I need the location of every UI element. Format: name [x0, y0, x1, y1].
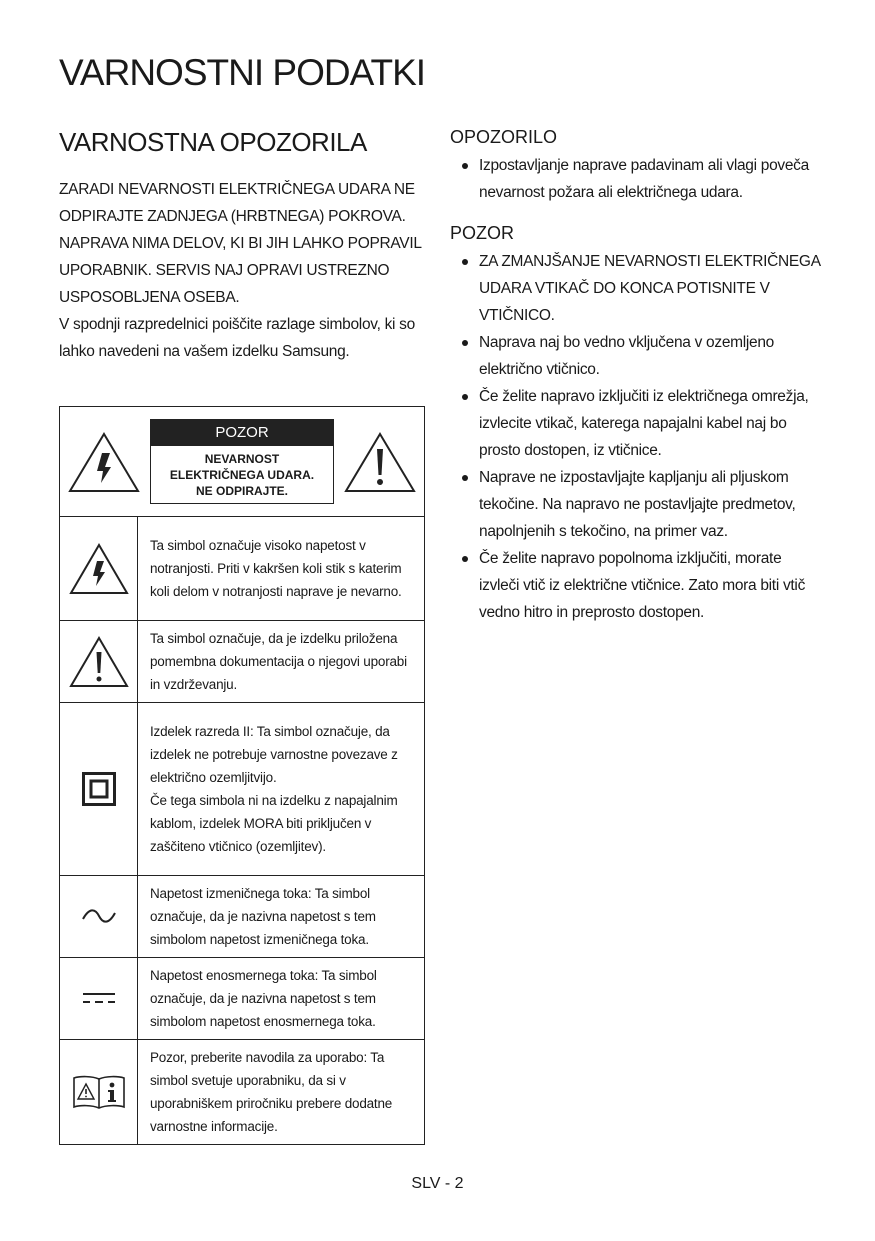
- symbol-description: Napetost izmeničnega toka: Ta simbol označuje, da je nazivna napetost s tem simbolom napetost izmeničnega toka.: [138, 876, 425, 958]
- intro-text: [59, 176, 425, 365]
- caution-heading: POZOR: [450, 223, 515, 243]
- symbol-description: Pozor, preberite navodila za uporabo: Ta simbol svetuje uporabniku, da si v uporabniškem priročniku prebere dodatne varnostne informacije.: [138, 1040, 425, 1145]
- caution-list: [450, 248, 820, 626]
- lightning-warning-icon: [68, 560, 130, 577]
- symbol-description: Ta simbol označuje, da je izdelku priložena pomembna dokumentacija o njegovi uporabi in vzdrževanju.: [138, 621, 425, 703]
- intro-paragraph: V spodnji razpredelnici poiščite razlage simbolov, ki so lahko navedeni na vašem izdelku Samsung.: [59, 316, 415, 360]
- symbol-row: [60, 958, 425, 1040]
- page-title: VARNOSTNI PODATKI: [59, 52, 426, 93]
- right-column: [450, 127, 820, 626]
- intro-paragraph: ZARADI NEVARNOSTI ELEKTRIČNEGA UDARA NE ODPIRAJTE ZADNJEGA (HRBTNEGA) POKROVA.: [59, 181, 415, 225]
- symbol-row: [60, 1040, 425, 1145]
- caution-label-body: NEVARNOST ELEKTRIČNEGA UDARA. NE ODPIRAJTE.: [169, 452, 315, 498]
- symbol-description: Izdelek razreda II: Ta simbol označuje, da izdelek ne potrebuje varnostne povezave z električno ozemljitvijo. Če tega simbola ni na izdelku z napajalnim kablom, izdelek MORA biti priključen v zaščiteno vtičnico (ozemljitev).: [138, 703, 425, 876]
- symbol-description: Napetost enosmernega toka: Ta simbol označuje, da je nazivna napetost s tem simbolom napetost enosmernega toka.: [138, 958, 425, 1040]
- list-item: Naprava naj bo vedno vključena v ozemljeno električno vtičnico.: [450, 329, 820, 383]
- page-number: SLV - 2: [411, 1175, 464, 1192]
- left-column: [59, 127, 425, 365]
- exclamation-warning-icon: [342, 429, 418, 495]
- double-insulation-icon: [82, 780, 116, 797]
- list-item: Naprave ne izpostavljajte kapljanju ali pljuskom tekočine. Na napravo ne postavljajte predmetov, napolnjenih s tekočino, na primer vaz.: [450, 464, 820, 545]
- list-item: Če želite napravo popolnoma izključiti, morate izvleči vtič iz električne vtičnice. Zato mora biti vtič vedno hitro in preprosto dostopen.: [450, 545, 820, 626]
- warning-list: [450, 152, 820, 206]
- caution-label-row: [60, 407, 425, 517]
- ac-voltage-icon: [81, 908, 117, 925]
- lightning-warning-icon: [66, 429, 142, 495]
- exclamation-warning-icon: [68, 653, 130, 670]
- list-item: Izpostavljanje naprave padavinam ali vlagi poveča nevarnost požara ali električnega udara.: [450, 152, 820, 206]
- caution-label-box: [150, 419, 334, 504]
- read-manual-icon: [72, 1083, 126, 1100]
- symbol-row: [60, 876, 425, 958]
- warning-heading: OPOZORILO: [450, 127, 558, 147]
- intro-paragraph: NAPRAVA NIMA DELOV, KI BI JIH LAHKO POPRAVIL UPORABNIK. SERVIS NAJ OPRAVI USTREZNO USPOSOBLJENA OSEBA.: [59, 235, 422, 306]
- symbol-table: [59, 406, 425, 1145]
- section-title: VARNOSTNA OPOZORILA: [59, 127, 367, 157]
- dc-voltage-icon: [81, 990, 117, 1007]
- symbol-row: [60, 517, 425, 621]
- symbol-row: [60, 703, 425, 876]
- caution-label-head: POZOR: [151, 420, 333, 446]
- list-item: Če želite napravo izključiti iz električnega omrežja, izvlecite vtikač, katerega napajalni kabel naj bo prosto dostopen, iz vtičnice.: [450, 383, 820, 464]
- symbol-description: Ta simbol označuje visoko napetost v notranjosti. Priti v kakršen koli stik s katerim koli delom v notranjosti naprave je nevarno.: [138, 517, 425, 621]
- symbol-row: [60, 621, 425, 703]
- list-item: ZA ZMANJŠANJE NEVARNOSTI ELEKTRIČNEGA UDARA VTIKAČ DO KONCA POTISNITE V VTIČNICO.: [450, 248, 820, 329]
